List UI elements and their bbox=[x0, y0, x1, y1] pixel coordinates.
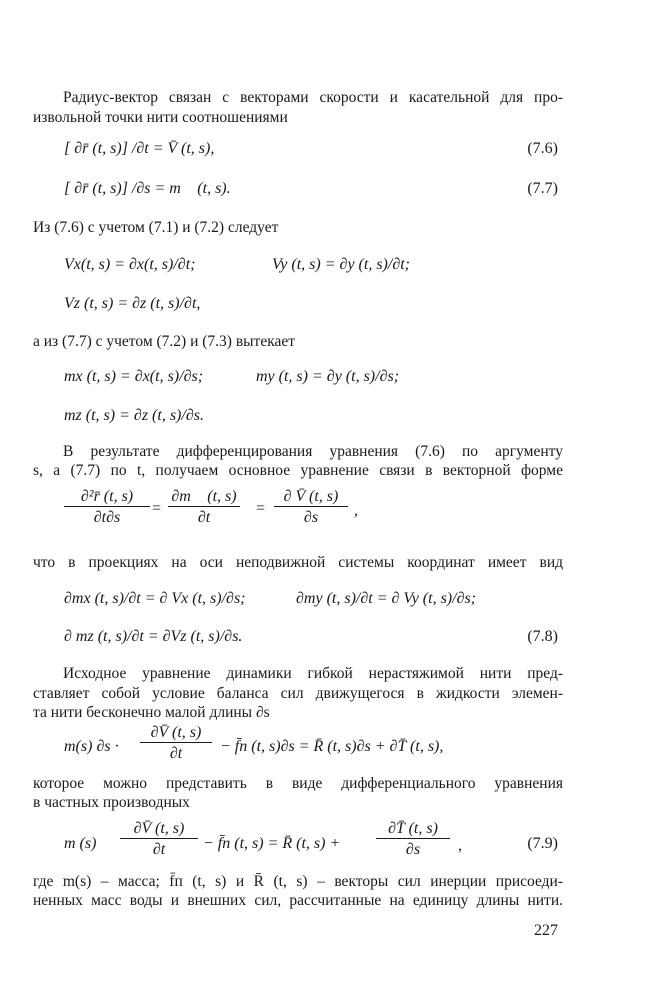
balance-equation-left: m(s) ∂s · bbox=[64, 738, 119, 755]
fraction-dm-dt bbox=[168, 488, 240, 527]
paragraph-1-line-2: извольной точки нити соотношениями bbox=[33, 109, 288, 126]
equation-projection-2: ∂my (t, s)/∂t = ∂ Vy (t, s)/∂s; bbox=[296, 590, 477, 607]
text-from-7-6: Из (7.6) с учетом (7.1) и (7.2) следует bbox=[33, 219, 279, 236]
equation-7-9-middle: − f̄п (t, s) = R̄ (t, s) + bbox=[203, 835, 341, 852]
equation-comma: , bbox=[458, 837, 462, 854]
fraction-numerator: ∂V̄ (t, s) bbox=[140, 724, 212, 743]
equation-vy: Vy (t, s) = ∂y (t, s)/∂t; bbox=[272, 256, 410, 273]
equation-number-7-7: (7.7) bbox=[527, 180, 558, 197]
fraction-denominator: ∂t∂s bbox=[93, 509, 121, 526]
equation-number-7-9: (7.9) bbox=[527, 835, 558, 852]
paragraph-7-line-2: в частных производных bbox=[33, 794, 190, 811]
fraction-d2r-dtds bbox=[64, 488, 150, 527]
equation-mz: mz (t, s) = ∂z (t, s)/∂s. bbox=[64, 407, 204, 424]
fraction-numerator: ∂m⃗ (t, s) bbox=[168, 488, 240, 507]
equation-7-7: [ ∂r̄ (t, s)] /∂s = m⃗ (t, s). bbox=[64, 180, 231, 197]
paragraph-4-line-1: В результате дифференцирования уравнения (7.6) по аргументу bbox=[63, 443, 563, 460]
fraction-denominator: ∂s bbox=[303, 509, 319, 526]
paragraph-6-line-3: та нити бесконечно малой длины ∂s bbox=[33, 704, 270, 721]
fraction-numerator: ∂V̄ (t, s) bbox=[120, 820, 198, 839]
fraction-numerator: ∂ V̄ (t, s) bbox=[274, 488, 348, 507]
paragraph-8-line-1: где m(s) – масса; f̄п (t, s) и R̄ (t, s) – векторы сил инерции присоеди- bbox=[33, 873, 563, 890]
equation-mx: mx (t, s) = ∂x(t, s)/∂s; bbox=[64, 368, 204, 385]
fraction-dv-ds bbox=[274, 488, 348, 527]
fraction-denominator: ∂s bbox=[405, 841, 421, 858]
paragraph-4-line-2: s, а (7.7) по t, получаем основное уравнение связи в векторной форме bbox=[33, 462, 563, 479]
fraction-denominator: ∂t bbox=[169, 745, 183, 762]
equation-number-7-8: (7.8) bbox=[527, 628, 558, 645]
equation-7-8: ∂ mz (t, s)/∂t = ∂Vz (t, s)/∂s. bbox=[64, 628, 243, 645]
equation-vx: Vx(t, s) = ∂x(t, s)/∂t; bbox=[64, 256, 196, 273]
fraction-dv-dt bbox=[140, 724, 212, 763]
equals-sign: = bbox=[151, 500, 162, 517]
equation-vz: Vz (t, s) = ∂z (t, s)/∂t, bbox=[64, 295, 201, 312]
fraction-denominator: ∂t bbox=[152, 841, 166, 858]
text-projections: что в проекциях на оси неподвижной системы координат имеет вид bbox=[33, 554, 563, 571]
equation-7-9-left: m (s) bbox=[64, 835, 97, 852]
text-from-7-7: а из (7.7) с учетом (7.2) и (7.3) вытекает bbox=[33, 333, 296, 350]
equation-projection-1: ∂mx (t, s)/∂t = ∂ Vx (t, s)/∂s; bbox=[64, 590, 246, 607]
equation-7-6: [ ∂r̄ (t, s)] /∂t = V̄ (t, s), bbox=[64, 140, 215, 157]
paragraph-8-line-2: ненных масс воды и внешних сил, рассчитанные на единицу длины нити. bbox=[33, 892, 563, 909]
paragraph-7-line-1: которое можно представить в виде дифференциального уравнения bbox=[33, 775, 563, 792]
balance-equation-right: − f̄п (t, s)∂s = R̄ (t, s)∂s + ∂T̄ (t, s), bbox=[220, 738, 444, 755]
paragraph-6-line-2: ставляет собой условие баланса сил движущегося в жидкости элемен- bbox=[33, 685, 563, 702]
fraction-denominator: ∂t bbox=[197, 509, 211, 526]
equals-sign: = bbox=[255, 500, 266, 517]
fraction-dv-dt bbox=[120, 820, 198, 859]
fraction-dt-ds bbox=[376, 820, 450, 859]
fraction-numerator: ∂²r̄ (t, s) bbox=[64, 488, 150, 507]
page-number: 227 bbox=[534, 922, 558, 939]
equation-my: my (t, s) = ∂y (t, s)/∂s; bbox=[256, 368, 400, 385]
fraction-numerator: ∂T̄ (t, s) bbox=[376, 820, 450, 839]
equation-comma: , bbox=[354, 502, 358, 519]
paragraph-1-line-1: Радиус-вектор связан с векторами скорости и касательной для про- bbox=[63, 89, 563, 106]
paragraph-6-line-1: Исходное уравнение динамики гибкой нерастяжимой нити пред- bbox=[63, 665, 563, 682]
equation-number-7-6: (7.6) bbox=[527, 140, 558, 157]
